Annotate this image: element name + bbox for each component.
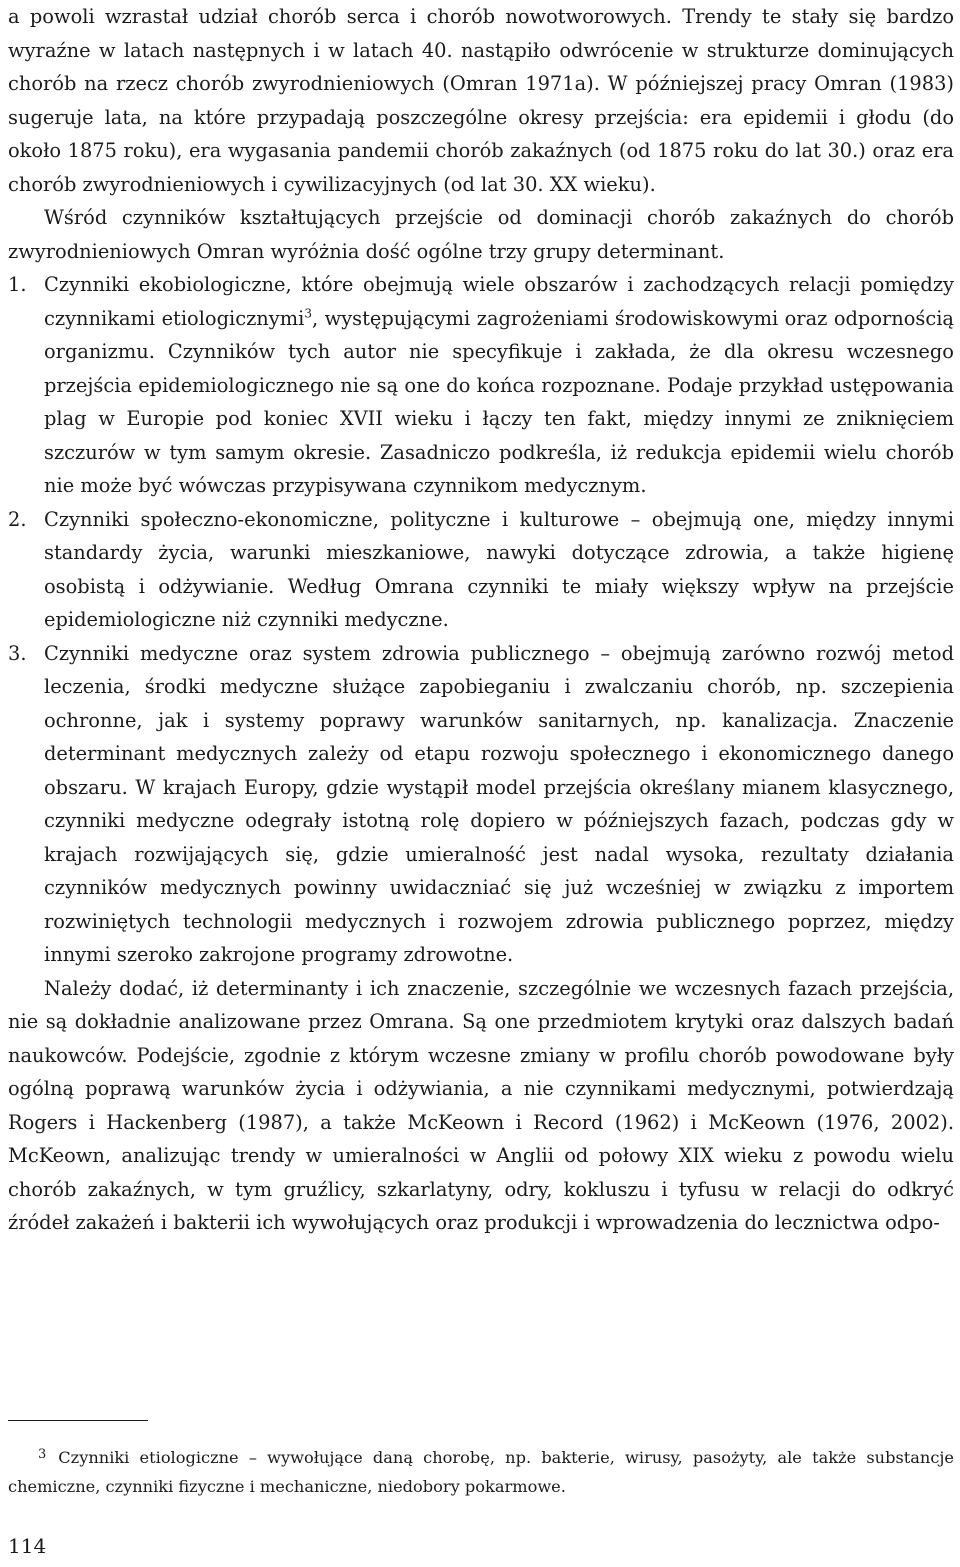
list-item-text-continued: , występującymi zagrożeniami środowiskowymi oraz odpornością organizmu. Czynników tych autor nie specyfikuje i zakłada, że dla okresu wczesnego przejścia epidemiologicznego nie są one do końca rozpoznane. Podaje przykład ustępowania plag w Europie pod koniec XVII wieku i łączy ten fakt, między innymi ze zniknięciem szczurów w tym samym okresie. Zasadniczo podkreśla, iż redukcja epidemii wielu chorób nie może być wówczas przypisywana czynnikom medycznym. [44, 306, 954, 497]
list-item [8, 637, 954, 972]
footnote [8, 1443, 954, 1501]
footnote-text: Czynniki etiologiczne – wywołujące daną chorobę, np. bakterie, wirusy, pasożyty, ale także substancje chemiczne, czynniki fizyczne i mechaniczne, niedobory pokarmowe. [8, 1448, 954, 1496]
list-item-text: Czynniki ekobiologiczne, które obejmują wiele obszarów i zachodzących relacji pomiędzy czynnikami etiologicznymi [44, 273, 954, 330]
paragraph-determinants-intro: Wśród czynników kształtujących przejście od dominacji chorób zakaźnych do chorób zwyrodnieniowych Omran wyróżnia dość ogólne trzy grupy determinant. [8, 206, 954, 263]
list-item-number: 2. [8, 507, 27, 531]
list-item [8, 503, 954, 637]
list-item-number: 1. [8, 273, 27, 296]
list-item [8, 268, 954, 503]
footnote-reference: 3 [304, 306, 312, 321]
page-body [8, 0, 954, 1240]
page-number: 114 [8, 1534, 47, 1558]
footnote-divider [8, 1420, 148, 1421]
list-item-text: Czynniki społeczno-ekonomiczne, polityczne i kulturowe – obejmują one, między innymi standardy życia, warunki mieszkaniowe, nawyki dotyczące zdrowia, a także higienę osobistą i odżywianie. Według Omrana czynniki te miały większy wpływ na przejście epidemiologiczne niż czynniki medyczne. [44, 507, 954, 631]
determinants-list [8, 268, 954, 972]
list-item-text: Czynniki medyczne oraz system zdrowia publicznego – obejmują zarówno rozwój metod leczenia, środki medyczne służące zapobieganiu i zwalczaniu chorób, np. szczepienia ochronne, jak i systemy poprawy warunków sanitarnych, np. kanalizacja. Znaczenie determinant medycznych zależy od etapu rozwoju społecznego i ekonomicznego danego obszaru. W krajach Europy, gdzie wystąpił model przejścia określany mianem klasycznego, czynniki medyczne odegrały istotną rolę dopiero w późniejszych fazach, podczas gdy w krajach rozwijających się, gdzie umieralność jest nadal wysoka, rezultaty działania czynników medycznych powinny uwidaczniać się już wcześniej w związku z importem rozwiniętych technologii medycznych i rozwojem zdrowia publicznego poprzez, między innymi szeroko zakrojone programy zdrowotne. [44, 641, 954, 966]
paragraph-intro: a powoli wzrastał udział chorób serca i chorób nowotworowych. Trendy te stały się bardzo wyraźne w latach następnych i w latach 40. nastąpiło odwrócenie w strukturze dominujących chorób na rzecz chorób zwyrodnieniowych (Omran 1971a). W późniejszej pracy Omran (1983) sugeruje lata, na które przypadają poszczególne okresy przejścia: era epidemii i głodu (do około 1875 roku), era wygasania pandemii chorób zakaźnych (od 1875 roku do lat 30.) oraz era chorób zwyrodnieniowych i cywilizacyjnych (od lat 30. XX wieku). [8, 5, 954, 196]
list-item-number: 3. [8, 641, 27, 665]
footnote-mark: 3 [38, 1447, 47, 1462]
paragraph-critique: Należy dodać, iż determinanty i ich znaczenie, szczególnie we wczesnych fazach przejścia, nie są dokładnie analizowane przez Omrana. Są one przedmiotem krytyki oraz dalszych badań naukowców. Podejście, zgodnie z którym wczesne zmiany w profilu chorób powodowane były ogólną poprawą warunków życia i odżywiania, a nie czynnikami medycznymi, potwierdzają Rogers i Hackenberg (1987), a także McKeown i Record (1962) i McKeown (1976, 2002). McKeown, analizując trendy w umieralności w Anglii od połowy XIX wieku z powodu wielu chorób zakaźnych, w tym gruźlicy, szkarlatyny, odry, kokluszu i tyfusu w relacji do odkryć źródeł zakażeń i bakterii ich wywołujących oraz produkcji i wprowadzenia do lecznictwa odpo- [8, 976, 954, 1234]
